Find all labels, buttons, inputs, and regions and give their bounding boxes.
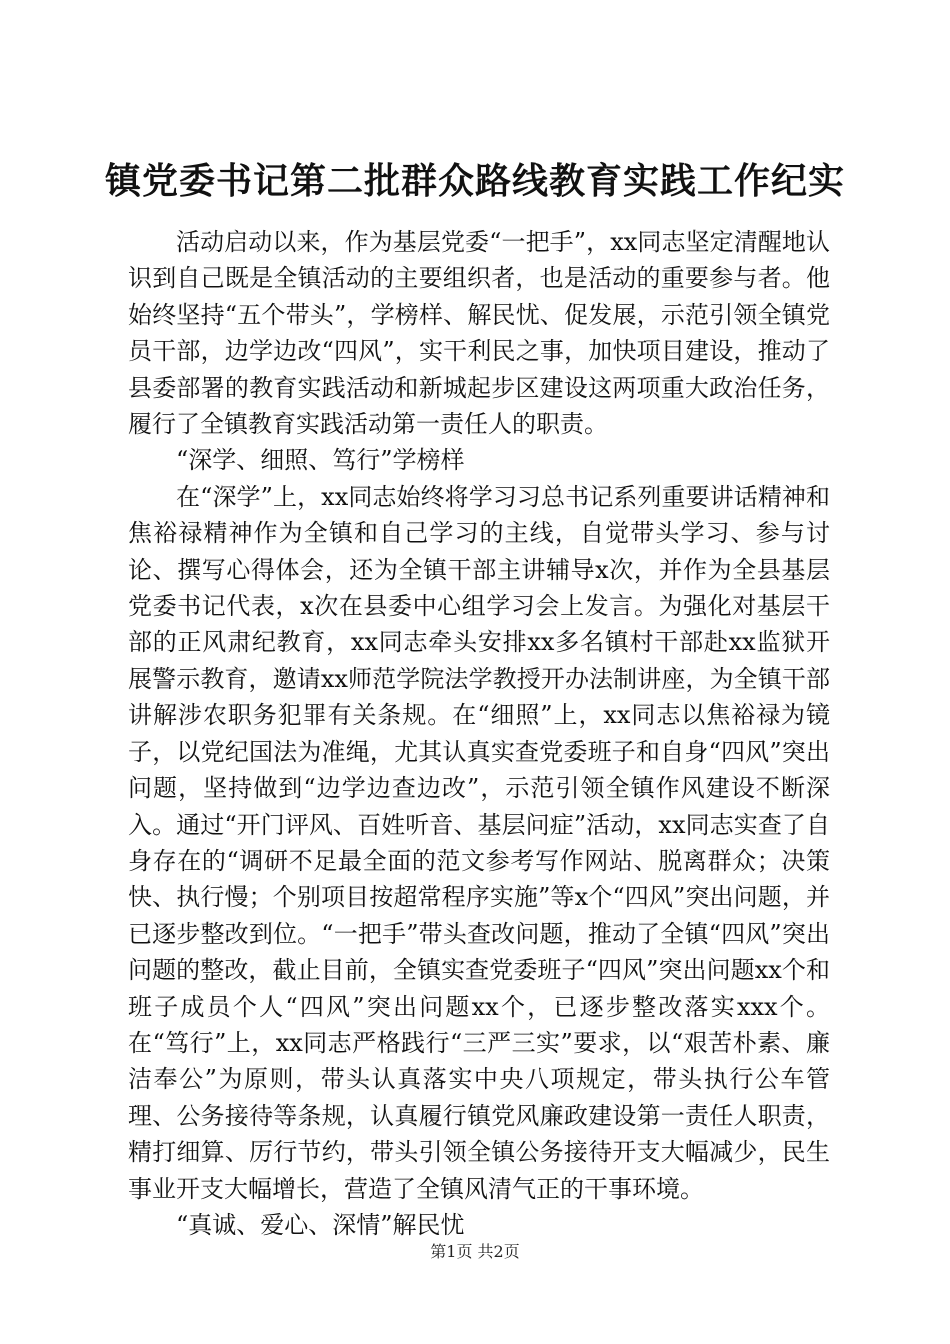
paragraph-intro: 活动启动以来，作为基层党委“一把手”，xx同志坚定清醒地认识到自己既是全镇活动的主要组织者，也是活动的重要参与者。他始终坚持“五个带头”，学榜样、解民忧、促发展，示范引领全镇党员干部，边学边改“四风”，实干利民之事，加快项目建设，推动了县委部署的教育实践活动和新城起步区建设这两项重大政治任务，履行了全镇教育实践活动第一责任人的职责。 — [128, 228, 830, 439]
page-footer: 第1页 共2页 — [430, 1242, 520, 1261]
paragraph-learn: 在“深学”上，xx同志始终将学习习总书记系列重要讲话精神和焦裕禄精神作为全镇和自己学习的主线，自觉带头学习、参与讨论、撰写心得体会，还为全镇干部主讲辅导x次，并作为全县基层党委书记代表，x次在县委中心组学习会上发言。为强化对基层干部的正风肃纪教育，xx同志牵头安排xx多名镇村干部赴xx监狱开展警示教育，邀请xx师范学院法学教授开办法制讲座，为全镇干部讲解涉农职务犯罪有关条规。在“细照”上，xx同志以焦裕禄为镜子，以党纪国法为准绳，尤其认真实查党委班子和自身“四风”突出问题，坚持做到“边学边查边改”，示范引领全镇作风建设不断深入。通过“开门评风、百姓听音、基层问症”活动，xx同志实查了自身存在的“调研不足最全面的范文参考写作网站、脱离群众；决策快、执行慢；个别项目按超常程序实施”等x个“四风”突出问题，并已逐步整改到位。“一把手”带头查改问题，推动了全镇“四风”突出问题的整改，截止目前，全镇实查党委班子“四风”突出问题xx个和班子成员个人“四风”突出问题xx个，已逐步整改落实xxx个。在“笃行”上，xx同志严格践行“三严三实”要求，以“艰苦朴素、廉洁奉公”为原则，带头认真落实中央八项规定，带头执行公车管理、公务接待等条规，认真履行镇党风廉政建设第一责任人职责，精打细算、厉行节约，带头引领全镇公务接待开支大幅减少，民生事业开支大幅增长，营造了全镇风清气正的干事环境。 — [128, 482, 830, 1203]
section-heading-relieve: “真诚、爱心、深情”解民忧 — [176, 1210, 465, 1239]
document-title: 镇党委书记第二批群众路线教育实践工作纪实 — [104, 161, 845, 202]
section-heading-learn: “深学、细照、笃行”学榜样 — [176, 446, 465, 475]
document-body — [128, 224, 830, 1243]
